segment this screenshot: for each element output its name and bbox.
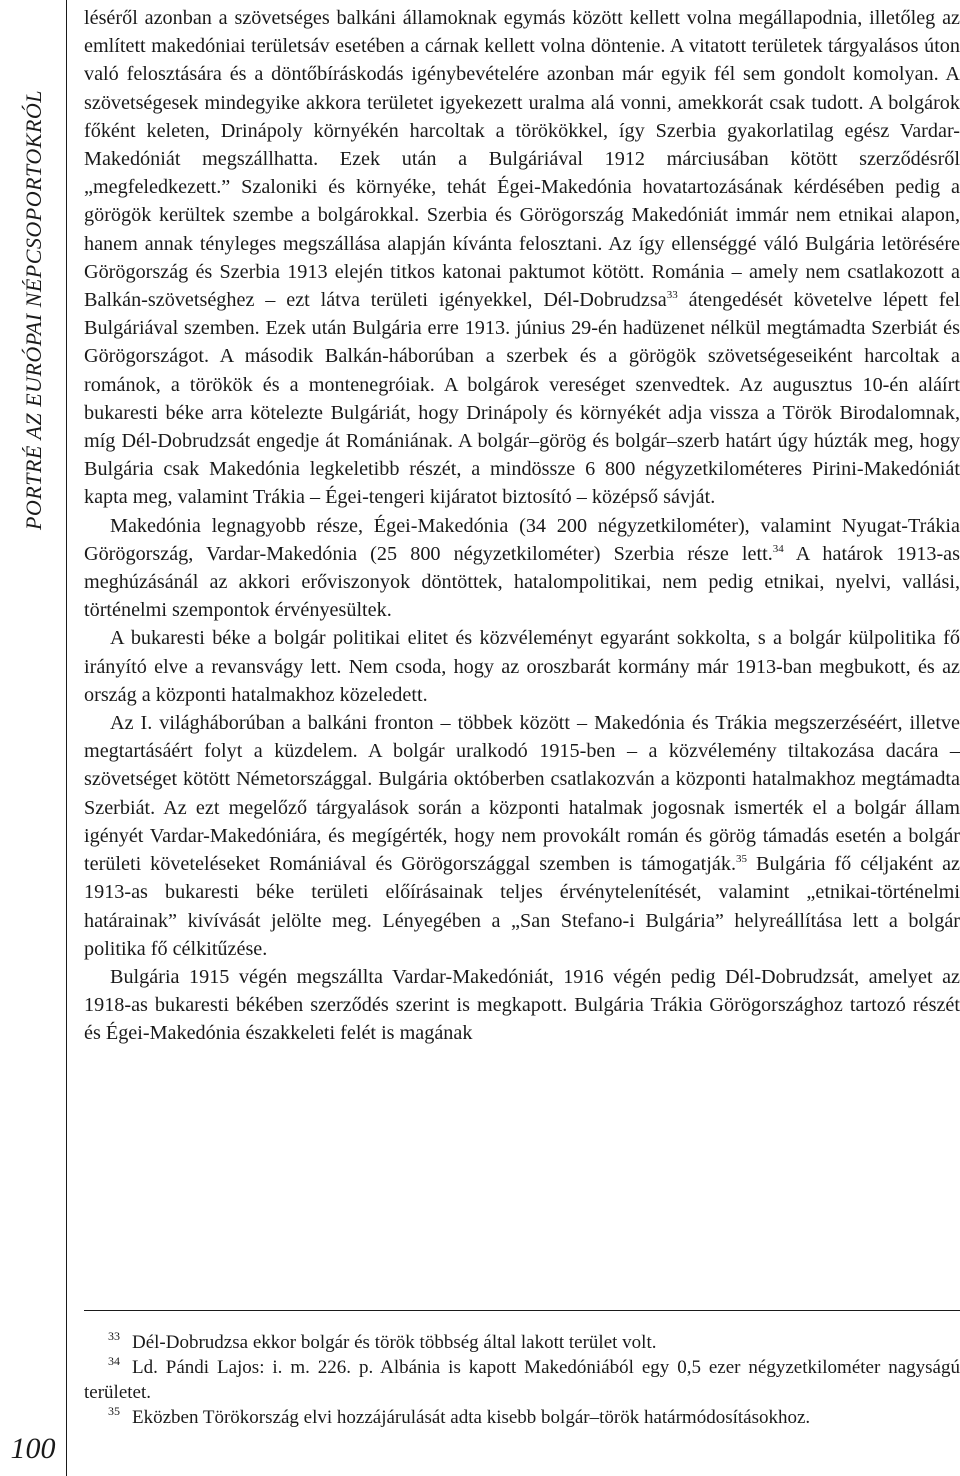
paragraph-text: átengedését követelve lépett fel Bulgáriával szemben. Ezek után Bulgária erre 1913. június 29-én hadüzenet nélkül megtámadta Szerbiát és Görögországot. A második Balkán-háborúban a szerbek és a görögök szövetségeseiként harcoltak a románok, a törökök és a montenegróiak. A bolgárok vereséget szenvedtek. Az augusztus 10-én aláírt bukaresti béke arra kötelezte Bulgáriát, hogy Drinápoly és környékét adja vissza a Török Birodalomnak, míg Dél-Dobrudzsát engedje át Romániának. A bolgár–görög és bolgár–szerb határt úgy húzták meg, hogy Bulgária csak Makedónia legkeletibb részét, a mindössze 6 800 négyzetkilométeres Pirini-Makedóniát kapta meg, valamint Trákia – Égei-tengeri kijáratot biztosító – középső sávját. (84, 289, 960, 509)
paragraph-text: Bulgária fő céljaként az 1913-as bukaresti béke területi előírásainak teljes érvénytelenítését, valamint „etnikai-történelmi határainak” kivívását jelölte meg. Lényegében a „San Stefano-i Bulgária” helyreállítása lett a bolgár politika fő célkitűzése. (84, 853, 960, 960)
footnote-35 (84, 1405, 960, 1430)
running-head (4, 0, 64, 620)
footnote-ref-35[interactable]: 35 (736, 853, 747, 866)
footnote-text: Ld. Pándi Lajos: i. m. 226. p. Albánia is kapott Makedóniából egy 0,5 ezer négyzetkilométer nagyságú területet. (84, 1357, 960, 1403)
margin-rule (66, 0, 67, 1476)
paragraph-1 (84, 4, 960, 512)
paragraph-4 (84, 709, 960, 963)
footnote-divider (84, 1310, 960, 1311)
footnote-number: 35 (108, 1404, 120, 1418)
paragraph-text: léséről azonban a szövetséges balkáni államoknak egymás között kellett volna megállapodnia, illetőleg az említett makedóniai területsáv esetében a cárnak kellett volna döntenie. A vitatott területek tárgyalásos úton való felosztására és a döntőbíráskodás igénybevételére azonban már egyik fél sem gondolt komolyan. A szövetségesek mindegyike akkora területet igyekezett uralma alá vonni, amekkorát csak tudott. A bolgárok főként keleten, Drinápoly környékén harcoltak a törökökkel, így Szerbia gyakorlatilag egész Vardar-Makedóniát megszállhatta. Ezek után a Bulgáriával 1912 márciusában kötött szerződésről „megfeledkezett.” Szaloniki és környéke, tehát Égei-Makedónia hovatartozásának kérdésében pedig a görögök kerültek szembe a bolgárokkal. Szerbia és Görögország Makedóniát immár nem etnikai alapon, hanem annak tényleges megszállása alapján kívánta felosztani. Az így ellenséggé váló Bulgária letörésére Görögország és Szerbia 1913 elején titkos katonai paktumot kötött. Románia – amely nem csatlakozott a Balkán-szövetséghez – ezt látva területi igényekkel, Dél-Dobrudzsa (84, 7, 960, 312)
footnotes (84, 1330, 960, 1430)
running-head-title: PORTRÉ AZ EURÓPAI NÉPCSOPORTOKRÓL (21, 89, 46, 531)
body-text (84, 4, 960, 1048)
paragraph-text: A határok 1913-as meghúzásánál az akkori erőviszonyok döntöttek, hatalompolitikai, nem pedig etnikai, nyelvi, vallási, történelmi szempontok érvényesültek. (84, 542, 960, 622)
footnote-ref-34[interactable]: 34 (772, 542, 784, 555)
footnote-ref-33[interactable]: 33 (666, 289, 678, 302)
paragraph-3: A bukaresti béke a bolgár politikai elitet és közvéleményt egyaránt sokkolta, s a bolgár külpolitika fő irányító elve a revansvágy lett. Nem csoda, hogy az oroszbarát kormány már 1913-ban megbukott, és az ország a központi hatalmakhoz közeledett. (84, 627, 960, 706)
paragraph-5: Bulgária 1915 végén megszállta Vardar-Makedóniát, 1916 végén pedig Dél-Dobrudzsát, amelyet az 1918-as bukaresti békében szerződés szerint is megkapott. Bulgária Trákia Görögországhoz tartozó részét és Égei-Makedónia északkeleti felét is magának (84, 965, 960, 1045)
footnote-number: 33 (108, 1329, 120, 1343)
footnote-34 (84, 1355, 960, 1405)
footnote-number: 34 (108, 1354, 120, 1368)
page-number: 100 (10, 1432, 56, 1465)
footnote-text: Eközben Törökország elvi hozzájárulását adta kisebb bolgár–török határmódosításokhoz. (132, 1407, 811, 1428)
paragraph-text: Az I. világháborúban a balkáni fronton – többek között – Makedónia és Trákia megszerzéséért, illetve megtartásáért folyt a küzdelem. A bolgár uralkodó 1915-ben – a közvélemény tiltakozása dacára – szövetséget kötött Németországgal. Bulgária októberben csatlakozván a központi hatalmakhoz megtámadta Szerbiát. Az ezt megelőző tárgyalások során a központi hatalmak jogosnak ismerték el a bolgár állam igényét Vardar-Makedóniára, és megígérték, hogy nem provokált román és görög támadás esetén a bolgár területi követeléseket Romániával és Görögországgal szemben is támogatják. (84, 712, 960, 876)
paragraph-text: Makedónia legnagyobb része, Égei-Makedónia (34 200 négyzetkilométer), valamint Nyugat-Trákia Görögország, Vardar-Makedónia (25 800 négyzetkilométer) Szerbia része lett. (84, 514, 960, 565)
footnote-33 (84, 1330, 960, 1355)
footnote-text: Dél-Dobrudzsa ekkor bolgár és török többség által lakott terület volt. (132, 1332, 657, 1353)
paragraph-2 (84, 512, 960, 625)
